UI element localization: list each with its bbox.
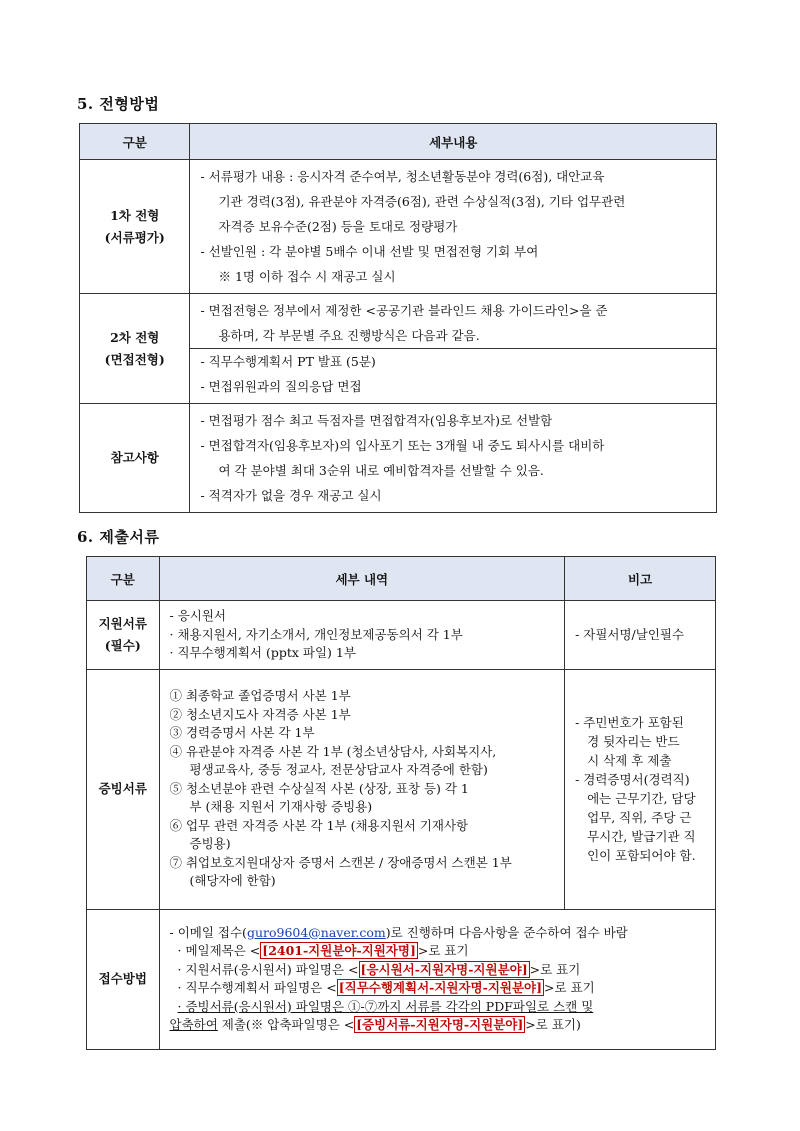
row-category: 접수방법	[87, 909, 160, 1049]
detail-line: · 증빙서류(응시원서) 파일명은 ①-⑦까지 서류를 각각의 PDF파일로 스캔 및	[177, 998, 594, 1014]
detail-line: ⑥ 업무 관련 자격증 사본 각 1부 (채용지원서 기재사항	[169, 817, 469, 833]
detail-line: - 서류평가 내용 : 응시자격 준수여부, 청소년활동분야 경력(6점), 대안교육	[200, 169, 605, 184]
table-header-row	[87, 557, 716, 601]
detail-line: 용하며, 각 부문별 주요 진행방식은 다음과 같음.	[218, 328, 480, 343]
row-category: 참고사항	[80, 404, 190, 513]
detail-line: - 이메일 접수(guro9604@naver.com)로 진행하며 다음사항을 준수하여 접수 바람	[169, 924, 628, 940]
mail-subject-format: [2401-지원분야-지원자명]	[262, 943, 416, 958]
detail-line: (해당자에 한함)	[189, 873, 276, 889]
table-header-row	[80, 124, 717, 160]
header-category: 구분	[87, 557, 160, 601]
row-details	[190, 160, 717, 294]
detail-line: 여 각 분야별 최대 3순위 내로 예비합격자를 선발할 수 있음.	[218, 463, 544, 478]
email-link[interactable]: guro9604@naver.com	[246, 924, 386, 940]
detail-line: - 응시원서	[169, 608, 226, 623]
submission-documents-table	[86, 556, 716, 1050]
header-details: 세부 내역	[159, 557, 565, 601]
table-row	[80, 294, 717, 404]
detail-line: 자격증 보유수준(2점) 등을 토대로 정량평가	[218, 219, 458, 234]
detail-line: · 지원서류(응시원서) 파일명은 < [응시원서-지원자명-지원분야] >로 표기	[177, 961, 581, 977]
detail-line: - 직무수행계획서 PT 발표 (5분)	[200, 354, 376, 369]
table-row	[80, 160, 717, 294]
detail-line: - 면접합격자(임용후보자)의 입사포기 또는 3개월 내 중도 퇴사시를 대비하	[200, 438, 605, 453]
detail-line: · 메일제목은 < [2401-지원분야-지원자명] >로 표기	[177, 943, 469, 958]
section5-title: 5. 전형방법	[77, 95, 160, 113]
detail-line: 증빙용)	[189, 836, 231, 852]
table-row	[87, 669, 716, 909]
detail-line: · 직무수행계획서 (pptx 파일) 1부	[169, 645, 356, 660]
detail-line: 기관 경력(3점), 유관분야 자격증(6점), 관련 수상실적(3점), 기타 업무관련	[218, 194, 626, 209]
detail-line: ※ 1명 이하 접수 시 재공고 실시	[218, 269, 396, 284]
row-details	[159, 601, 565, 670]
row-category: 2차 전형 (면접전형)	[80, 294, 190, 404]
detail-line: - 면접평가 점수 최고 득점자를 면접합격자(임용후보자)로 선발함	[200, 413, 553, 428]
detail-line: ⑦ 취업보호지원대상자 증명서 스캔본 / 장애증명서 스캔본 1부	[169, 854, 512, 870]
row-category: 1차 전형 (서류평가)	[80, 160, 190, 294]
detail-line: ② 청소년지도사 자격증 사본 1부	[169, 706, 351, 722]
detail-line: - 면접전형은 정부에서 제정한 <공공기관 블라인드 채용 가이드라인>을 준	[200, 303, 608, 318]
detail-line: - 적격자가 없을 경우 재공고 실시	[200, 488, 382, 503]
detail-line: - 면접위원과의 질의응답 면접	[200, 379, 362, 394]
detail-line: - 선발인원 : 각 분야별 5배수 이내 선발 및 면접전형 기회 부여	[200, 244, 539, 259]
detail-line: ⑤ 청소년분야 관련 수상실적 사본 (상장, 표창 등) 각 1	[169, 780, 469, 796]
section6-title: 6. 제출서류	[77, 528, 160, 546]
row-details	[159, 669, 565, 909]
detail-line: ③ 경력증명서 사본 각 1부	[169, 725, 315, 741]
archive-filename-format: [증빙서류-지원자명-지원분야]	[356, 1017, 524, 1032]
detail-line: 평생교육사, 중등 정교사, 전문상담교사 자격증에 한함)	[189, 762, 488, 778]
header-details: 세부내용	[190, 124, 717, 160]
plan-filename-format: [직무수행계획서-지원자명-지원분야]	[338, 980, 543, 995]
detail-line: · 직무수행계획서 파일명은 < [직무수행계획서-지원자명-지원분야] >로 표기	[177, 980, 595, 995]
detail-line: ① 최종학교 졸업증명서 사본 1부	[169, 688, 351, 704]
row-details	[190, 404, 717, 513]
application-filename-format: [응시원서-지원자명-지원분야]	[360, 961, 528, 977]
row-details	[190, 294, 717, 404]
row-category: 지원서류 (필수)	[87, 601, 160, 670]
row-remark: - 자필서명/날인필수	[565, 601, 716, 670]
detail-line: ④ 유관분야 자격증 사본 각 1부 (청소년상담사, 사회복지사,	[169, 743, 497, 759]
header-remarks: 비고	[565, 557, 716, 601]
detail-line: · 채용지원서, 자기소개서, 개인정보제공동의서 각 1부	[169, 626, 463, 642]
selection-method-table	[79, 123, 717, 513]
detail-line: 압축하여 제출(※ 압축파일명은 < [증빙서류-지원자명-지원분야] >로 표기)	[169, 1017, 581, 1032]
row-category: 증빙서류	[87, 669, 160, 909]
detail-line: 부 (채용 지원서 기재사항 증빙용)	[189, 799, 373, 815]
table-row	[80, 404, 717, 513]
header-category: 구분	[80, 124, 190, 160]
table-row	[87, 601, 716, 670]
table-row	[87, 909, 716, 1049]
row-remark: - 주민번호가 포함된 경 뒷자리는 반드 시 삭제 후 제출 - 경력증명서(경력직) 에는 근무기간, 담당 업무, 직위, 주당 근 무시간, 발급기관 직 인이 포함되어야 함.	[565, 669, 716, 909]
row-details	[159, 909, 716, 1049]
detail-divider	[190, 348, 716, 399]
